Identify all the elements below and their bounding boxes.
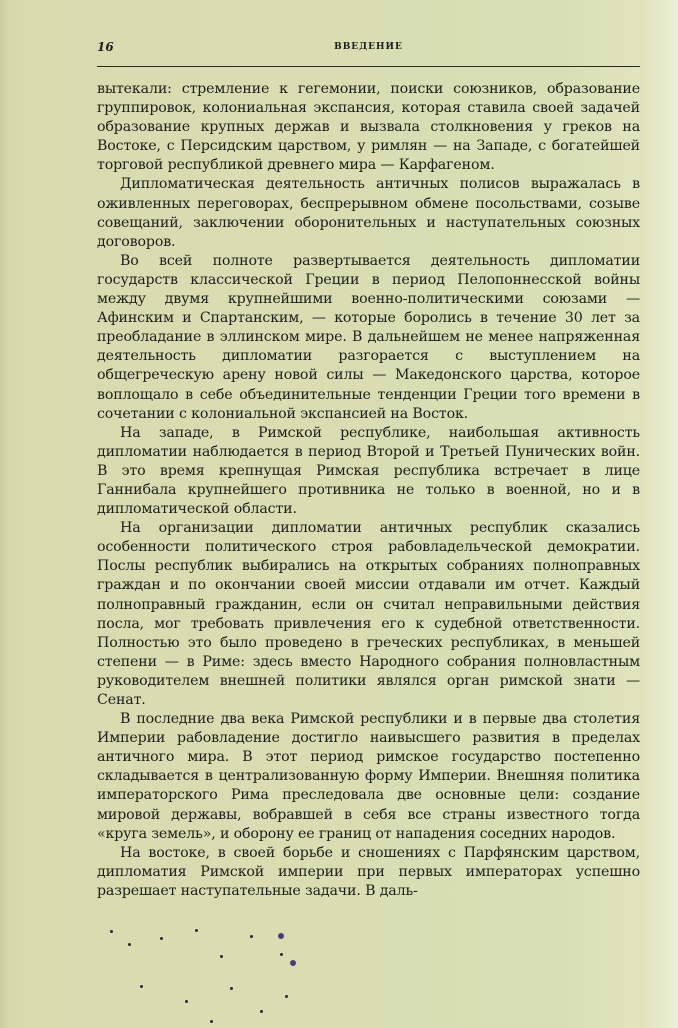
- paragraph: На западе, в Римской республике, наибольшая активность дипломатии наблюдается в период Второй и Третьей Пунических войн. В это время крепнущая Римская республика встречает в лице Ганнибала крупнейшего противника не только в военной, но и в дипломатической области.: [97, 424, 640, 518]
- ink-stains: [100, 925, 320, 1025]
- paragraph: Во всей полноте развертывается деятельность дипломатии государств классической Греции в период Пелопоннесской войны между двумя крупнейшими военно-политическими союзами — Афинским и Спартанским, — которые боролись в течение 30 лет за преобладание в эллинском мире. В дальнейшем не менее напряженная деятельность дипломатии разгорается с выступлением на общегреческую арену новой силы — Македонского царства, которое воплощало в себе объединительные тенденции Греции того времени в сочетании с колониальной экспансией на Восток.: [97, 252, 640, 422]
- paragraph: Дипломатическая деятельность античных полисов выражалась в оживленных переговорах, беспрерывном обмене посольствами, созыве совещаний, заключении оборонительных и наступательных союзных договоров.: [97, 176, 640, 250]
- section-title: ВВЕДЕНИЕ: [334, 42, 403, 52]
- running-head: [97, 40, 640, 64]
- header-rule: [97, 66, 640, 67]
- paragraph: На востоке, в своей борьбе и сношениях с Парфянским царством, дипломатия Римской империи при первых императорах успешно разрешает наступательные задачи. В даль-: [97, 844, 640, 899]
- page-number: 16: [97, 40, 114, 54]
- paragraph: вытекали: стремление к гегемонии, поиски союзников, образование группировок, колониальная экспансия, которая ставила своей задачей образование крупных держав и вызвала столкновения у греков на Востоке, с Персидским царством, у римлян — на Западе, с богатейшей торговой республикой древнего мира — Карфагеном.: [97, 81, 640, 174]
- paragraph: В последние два века Римской республики и в первые два столетия Империи рабовладение достигло наивысшего развития в пределах античного мира. В этот период римское государство постепенно складывается в централизованную форму Империи. Внешняя политика императорского Рима преследовала две основные цели: создание мировой державы, вобравшей в себя все страны известного тогда «круга земель», и оборону ее границ от нападения соседних народов.: [97, 711, 640, 842]
- body-text: [97, 80, 640, 901]
- book-page: [97, 40, 640, 901]
- paragraph: На организации дипломатии античных республик сказались особенности политического строя рабовладельческой демократии. Послы республик выбирались на открытых собраниях полноправных граждан и по окончании своей миссии отдавали им отчет. Каждый полноправный гражданин, если он считал неправильными действия посла, мог требовать привлечения его к судебной ответственности. Полностью это было проведено в греческих республиках, в меньшей степени — в Риме: здесь вместо Народного собрания полновластным руководителем внешней политики являлся орган римской знати — Сенат.: [97, 520, 640, 708]
